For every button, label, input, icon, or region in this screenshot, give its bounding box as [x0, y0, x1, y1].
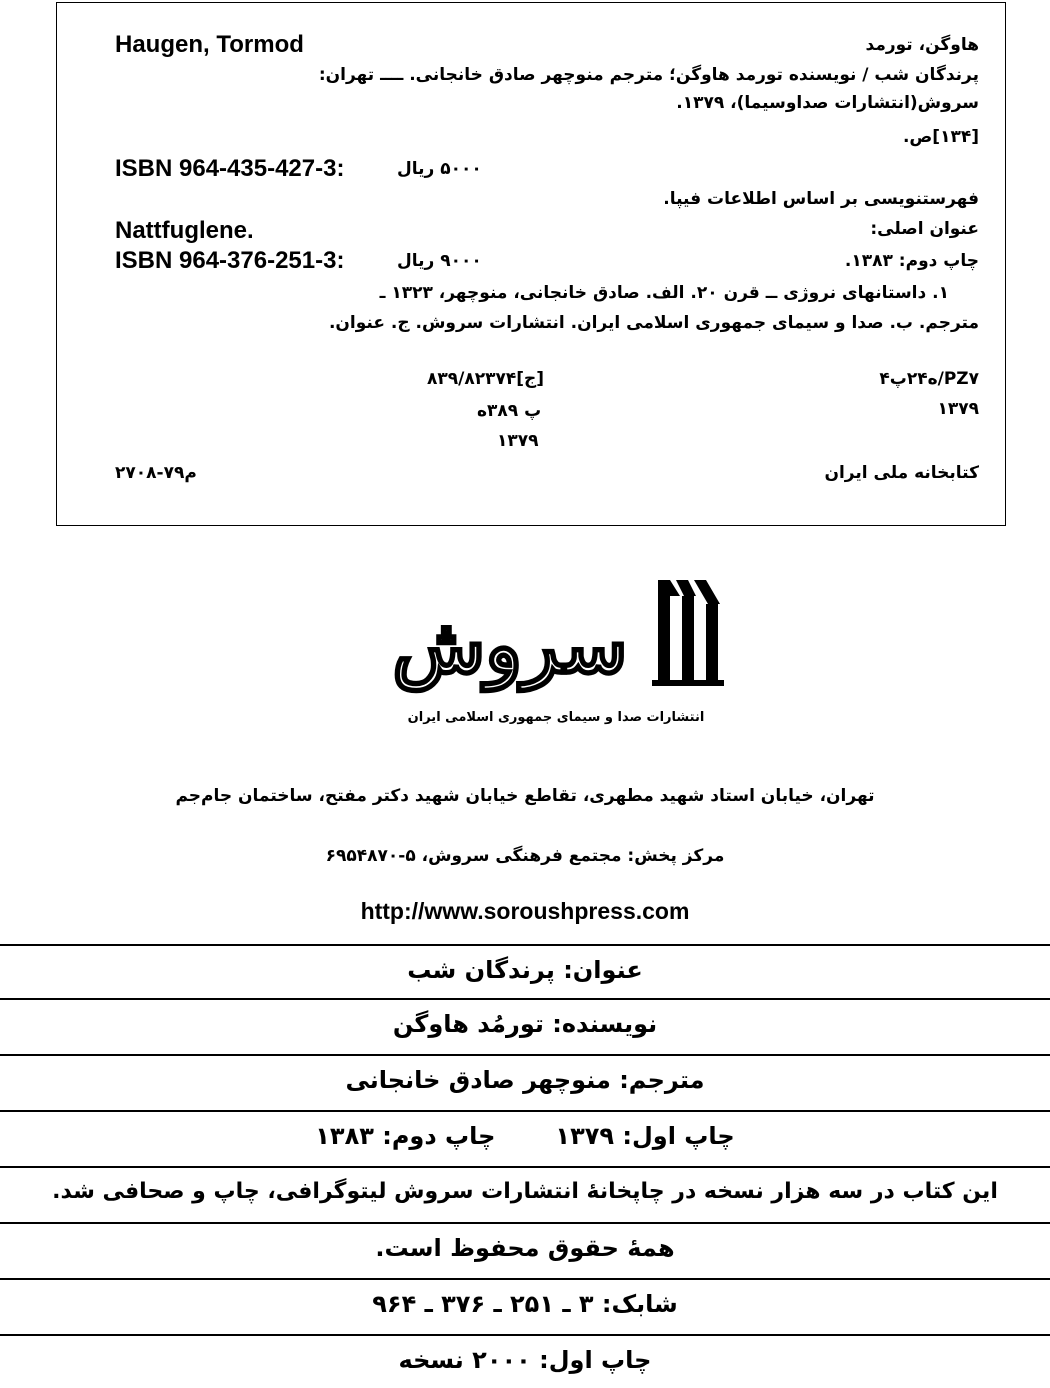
- subjects-line-1: ۱. داستانهای نروژی ــ قرن ۲۰. الف. صادق خانجانی، منوچهر، ۱۳۲۳ ـ: [379, 283, 949, 303]
- colophon-title: عنوان: پرندگان شب: [407, 956, 643, 984]
- library-name: کتابخانه ملی ایران: [824, 463, 979, 483]
- second-edition-note: چاپ دوم: ۱۳۸۳.: [844, 251, 979, 271]
- logo-subtitle: انتشارات صدا و سیمای جمهوری اسلامی ایران: [407, 710, 705, 725]
- isbn-1: ISBN 964-435-427-3:: [115, 155, 345, 182]
- colophon-isbn: شابک: ۳ ـ ۲۵۱ ـ ۳۷۶ ـ ۹۶۴: [372, 1290, 678, 1318]
- price-2: ۹۰۰۰ ریال: [397, 251, 482, 271]
- lc-class-1: PZ۷/ه۲۴پ۴: [879, 369, 979, 389]
- pages: [۱۳۴]ص.: [902, 127, 979, 147]
- author-persian: هاوگن، تورمد: [865, 35, 979, 55]
- logo-stripes-icon: [652, 580, 724, 686]
- colophon-print-run: چاپ اول: ۲۰۰۰ نسخه: [398, 1346, 652, 1374]
- isbn-2: ISBN 964-376-251-3:: [115, 247, 345, 274]
- second-edition: چاپ دوم: ۱۳۸۳: [315, 1122, 496, 1150]
- dewey-1: [ج]۸۳۹/۸۲۳۷۴: [427, 369, 545, 389]
- price-1: ۵۰۰۰ ریال: [397, 159, 482, 179]
- dewey-3: ۱۳۷۹: [497, 431, 539, 451]
- colophon-editions: [0, 1110, 1050, 1162]
- original-title-label: عنوان اصلی:: [870, 219, 979, 239]
- publisher-address: تهران، خیابان استاد شهید مطهری، تقاطع خیابان شهید دکتر مفتح، ساختمان جام‌جم: [175, 786, 875, 806]
- first-edition: چاپ اول: ۱۳۷۹: [555, 1122, 735, 1150]
- cataloging-note: فهرستنویسی بر اساس اطلاعات فیپا.: [663, 189, 979, 209]
- subjects-line-2: مترجم. ب. صدا و سیمای جمهوری اسلامی ایران. انتشارات سروش. ج. عنوان.: [328, 313, 979, 333]
- catalog-card: [56, 2, 1006, 526]
- title-statement: پرندگان شب / نویسنده تورمد هاوگن؛ مترجم منوچهر صادق خانجانی. ــــ تهران:: [318, 65, 979, 85]
- record-number: م۷۹-۲۷۰۸: [115, 463, 197, 483]
- colophon-translator: مترجم: منوچهر صادق خانجانی: [345, 1066, 705, 1094]
- original-title: Nattfuglene.: [115, 217, 254, 244]
- dewey-2: پ ۳۸۹ه: [477, 401, 542, 421]
- distribution-center: مرکز پخش: مجتمع فرهنگی سروش، ۵-۶۹۵۴۸۷۰: [325, 846, 725, 866]
- colophon-print-info: این کتاب در سه هزار نسخه در چاپخانهٔ انتشارات سروش لیتوگرافی، چاپ و صحافی شد.: [52, 1179, 998, 1204]
- imprint: سروش(انتشارات صداوسیما)، ۱۳۷۹.: [676, 93, 979, 113]
- lc-class-2: ۱۳۷۹: [937, 399, 979, 419]
- author-latin: Haugen, Tormod: [115, 31, 304, 58]
- colophon-author: نویسنده: تورمُد هاوگن: [392, 1010, 658, 1038]
- logo-wordmark: سروش: [392, 601, 628, 690]
- publisher-website[interactable]: http://www.soroushpress.com: [360, 898, 690, 924]
- colophon-rights: همهٔ حقوق محفوظ است.: [375, 1234, 675, 1262]
